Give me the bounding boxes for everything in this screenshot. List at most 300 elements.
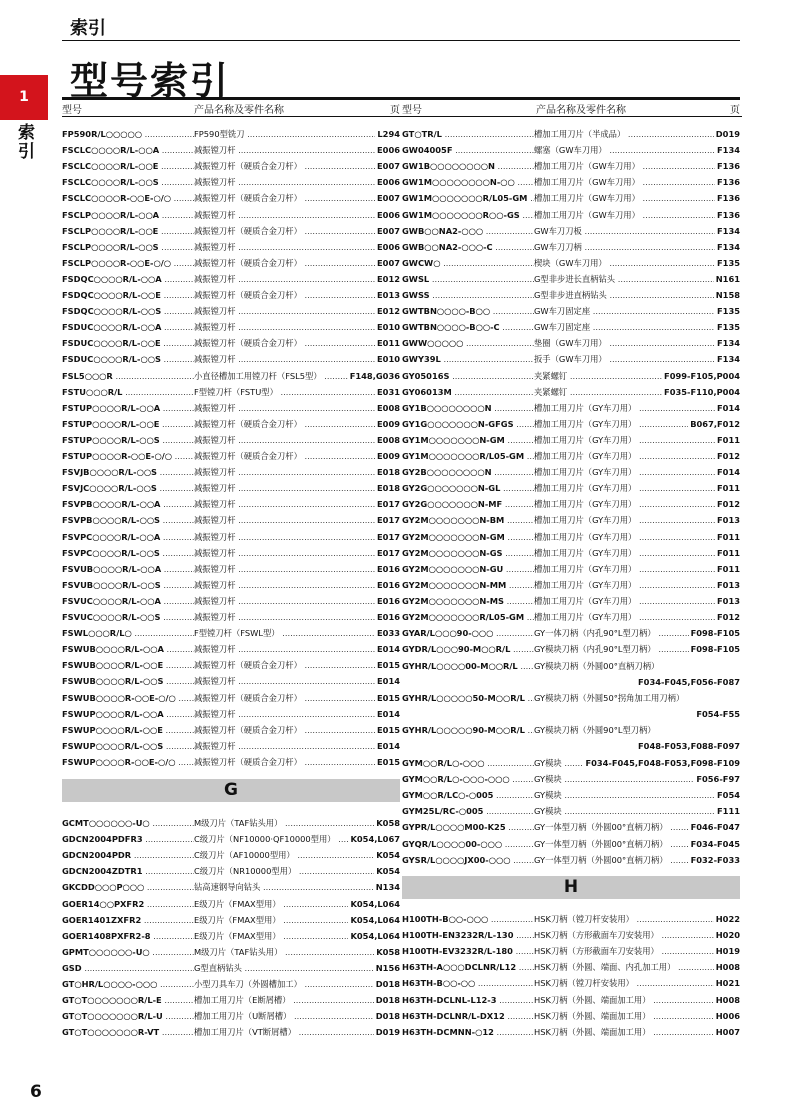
product-name: 槽加工用刀片（GY车刀用） ..... (534, 609, 730, 625)
index-row[interactable] (62, 545, 402, 561)
product-name: E级刀片（FMAX型用） ..... (194, 912, 390, 928)
model-code: FSWUP○○○○R/L-○○E ..... (62, 722, 194, 738)
index-row[interactable] (402, 271, 742, 287)
page-ref: F032-F033 (689, 852, 740, 868)
index-row[interactable] (402, 641, 742, 657)
index-row[interactable] (402, 975, 742, 991)
product-name: HSK刀柄（外圆、端面、内孔加工用） ..... (534, 959, 730, 975)
page-ref: F011 (715, 545, 740, 561)
column-header (402, 98, 742, 117)
model-code: FSL5○○○R ..... (62, 368, 194, 384)
index-row[interactable] (402, 803, 742, 819)
page-ref: F054-F55 (696, 709, 740, 719)
product-name: 减振镗刀杆 ..... (194, 271, 390, 287)
index-row[interactable] (62, 815, 402, 831)
index-row[interactable] (402, 561, 742, 577)
page-ref: F014 (715, 464, 740, 480)
chapter-tab-number[interactable]: 1 (0, 75, 48, 120)
index-row[interactable] (402, 852, 742, 868)
index-row[interactable] (62, 351, 402, 367)
index-row[interactable] (62, 593, 402, 609)
page-ref: E012 (375, 271, 400, 287)
product-name: GW车刀固定座 ..... (534, 319, 730, 335)
model-code: GWY39L ..... (402, 351, 534, 367)
page-ref: K054,L064 (348, 928, 400, 944)
model-code: GY2B○○○○○○○○N ..... (402, 464, 534, 480)
model-code: GYM○○R/L○-○○○ ..... (402, 755, 534, 771)
index-row[interactable] (402, 593, 742, 609)
product-name: 槽加工用刀片（GY车刀用） ..... (534, 416, 730, 432)
index-row[interactable] (402, 126, 742, 142)
index-row[interactable] (62, 190, 402, 206)
page-ref: E014 (375, 673, 400, 689)
page-ref: F011 (715, 480, 740, 496)
index-row[interactable] (402, 819, 742, 835)
model-code: GYM○○R/L○-○○○-○○○ ..... (402, 771, 534, 787)
header-model: 型号 (62, 105, 82, 116)
product-name: 减振镗刀杆（硬质合金刀杆） ..... (194, 190, 390, 206)
index-row[interactable] (62, 480, 402, 496)
product-name: 减振镗刀杆（硬质合金刀杆） ..... (194, 722, 390, 738)
model-code: GY1M○○○○○○○N-GM ..... (402, 432, 534, 448)
index-row[interactable] (62, 754, 402, 770)
page-ref: F134 (715, 335, 740, 351)
page-ref: F013 (715, 512, 740, 528)
index-row[interactable] (62, 641, 402, 657)
index-row[interactable] (402, 943, 742, 959)
index-row[interactable] (402, 190, 742, 206)
index-row[interactable] (402, 158, 742, 174)
product-name: 减振镗刀杆 ..... (194, 512, 390, 528)
page-ref: E013 (375, 287, 400, 303)
index-row[interactable] (62, 158, 402, 174)
header-page: 页 (390, 105, 400, 116)
model-code: FSCLP○○○○R/L-○○E ..... (62, 223, 194, 239)
product-name: HSK刀柄（镗刀杆安装用） ..... (534, 911, 730, 927)
model-code: GYQR/L○○○○00-○○○ ..... (402, 836, 534, 852)
model-code: GWW○○○○○ ..... (402, 335, 534, 351)
index-row[interactable] (402, 464, 742, 480)
product-name: 减振镗刀杆 ..... (194, 303, 390, 319)
index-row[interactable] (402, 690, 742, 706)
model-code: H100TH-EV3232R/L-180 ..... (402, 943, 534, 959)
index-row[interactable] (402, 142, 742, 158)
index-row[interactable] (402, 577, 742, 593)
page-ref: F013 (715, 577, 740, 593)
page-ref: B067,F012 (688, 416, 740, 432)
product-name: 减振镗刀杆 ..... (194, 400, 390, 416)
index-row[interactable] (62, 706, 402, 722)
model-code: GWB○○NA2-○○○-C ..... (402, 239, 534, 255)
model-code: GY2M○○○○○○○N-GU ..... (402, 561, 534, 577)
product-name: HSK刀柄（外圆、端面加工用） ..... (534, 992, 730, 1008)
product-name: 减振镗刀杆 ..... (194, 480, 390, 496)
page-ref: K058 (374, 815, 400, 831)
index-row[interactable] (402, 448, 742, 464)
index-row[interactable] (62, 319, 402, 335)
page-ref: E015 (375, 657, 400, 673)
model-code: FSWUB○○○○R/L-○○S ..... (62, 673, 194, 689)
model-code: GY05016S ..... (402, 368, 534, 384)
index-row[interactable] (402, 658, 742, 674)
page-ref: E006 (375, 239, 400, 255)
page-ref: K054 (374, 847, 400, 863)
index-row[interactable] (402, 335, 742, 351)
product-name: GY一体型刀柄（外圆00°直柄刀柄） ..... (534, 819, 730, 835)
product-name: 槽加工用刀片（VT断屑槽） ..... (194, 1024, 390, 1040)
product-name: G型非步进直柄钻头 ..... (534, 287, 730, 303)
index-row[interactable] (62, 928, 402, 944)
index-row[interactable] (62, 529, 402, 545)
index-row[interactable] (62, 287, 402, 303)
index-row[interactable] (62, 863, 402, 879)
page-ref: E014 (375, 706, 400, 722)
index-row[interactable] (62, 577, 402, 593)
index-row[interactable] (402, 992, 742, 1008)
page-ref: F034-F045 (689, 836, 740, 852)
product-name: GW车刀刀柄 ..... (534, 239, 730, 255)
index-row[interactable] (62, 126, 402, 142)
model-code: FSCLC○○○○R/L-○○E ..... (62, 158, 194, 174)
page-ref: F136 (715, 190, 740, 206)
page-ref: K054,L064 (348, 912, 400, 928)
index-row[interactable] (62, 464, 402, 480)
index-row[interactable] (402, 722, 742, 738)
product-name: HSK刀柄（方形截面车刀安装用） ..... (534, 943, 730, 959)
model-code: FSVUB○○○○R/L-○○S ..... (62, 577, 194, 593)
page-ref: E012 (375, 303, 400, 319)
product-name: 减振镗刀杆（硬质合金刀杆） ..... (194, 448, 390, 464)
product-name: FP590型铣刀 ..... (194, 126, 390, 142)
index-row[interactable] (62, 960, 402, 976)
index-row[interactable] (62, 223, 402, 239)
index-row[interactable] (62, 992, 402, 1008)
model-code: GYM25L/RC-○005 ..... (402, 803, 534, 819)
model-code: GY2M○○○○○○○N-MM ..... (402, 577, 534, 593)
product-name: 减振镗刀杆 ..... (194, 319, 390, 335)
model-code: FSVUB○○○○R/L-○○A ..... (62, 561, 194, 577)
index-row[interactable] (62, 944, 402, 960)
index-row[interactable] (402, 927, 742, 943)
product-name: GY模块 ..... (534, 803, 730, 819)
product-name: 槽加工用刀片（GW车刀用） ..... (534, 174, 730, 190)
model-code: FSCLC○○○○R-○○E-○/○ ..... (62, 190, 194, 206)
page-ref: F148,G036 (348, 368, 400, 384)
model-code: GDCN2004PDFR3 ..... (62, 831, 194, 847)
model-code: FSVPB○○○○R/L-○○S ..... (62, 512, 194, 528)
page-ref: F012 (715, 448, 740, 464)
page-ref: H019 (714, 943, 740, 959)
index-row[interactable] (62, 416, 402, 432)
index-row[interactable] (402, 512, 742, 528)
index-row[interactable] (402, 1008, 742, 1024)
index-row[interactable] (402, 625, 742, 641)
model-code: FSTUP○○○○R/L-○○S ..... (62, 432, 194, 448)
page-ref: N161 (714, 271, 740, 287)
product-name: 槽加工用刀片（GY车刀用） ..... (534, 593, 730, 609)
product-name: 槽加工用刀片（GY车刀用） ..... (534, 480, 730, 496)
index-row[interactable] (402, 1024, 742, 1040)
index-row[interactable] (402, 432, 742, 448)
page-ref: E009 (375, 416, 400, 432)
page-ref: F134 (715, 351, 740, 367)
model-code: GT○T○○○○○○○R/L-U ..... (62, 1008, 194, 1024)
page-ref: E006 (375, 142, 400, 158)
index-row[interactable] (402, 496, 742, 512)
index-row[interactable] (402, 303, 742, 319)
model-code: GW1M○○○○○○○○N-○○ ..... (402, 174, 534, 190)
product-name: 减振镗刀杆（硬质合金刀杆） ..... (194, 335, 390, 351)
page-ref: E015 (375, 722, 400, 738)
index-row[interactable] (62, 496, 402, 512)
product-name: 减振镗刀杆 ..... (194, 706, 390, 722)
product-name: F型镗刀杆（FSWL型） ..... (194, 625, 390, 641)
page-ref: F013 (715, 593, 740, 609)
model-code: GY2M○○○○○○○N-GS ..... (402, 545, 534, 561)
product-name: 减振镗刀杆 ..... (194, 351, 390, 367)
page-ref: E014 (375, 641, 400, 657)
header-name: 产品名称及零件名称 (536, 105, 626, 116)
model-code: FSTUP○○○○R/L-○○A ..... (62, 400, 194, 416)
page-ref: F011 (715, 432, 740, 448)
index-row[interactable] (402, 959, 742, 975)
index-row[interactable] (402, 174, 742, 190)
model-code: FSTUP○○○○R-○○E-○/○ ..... (62, 448, 194, 464)
index-row[interactable] (62, 722, 402, 738)
index-row[interactable] (62, 738, 402, 754)
model-code: GOER1408PXFR2-8 ..... (62, 928, 194, 944)
index-row[interactable] (62, 690, 402, 706)
index-row[interactable] (62, 657, 402, 673)
index-row[interactable] (62, 976, 402, 992)
product-name: C级刀片（NF10000·QF10000型用） ..... (194, 831, 390, 847)
index-row[interactable] (402, 207, 742, 223)
product-name: HSK刀柄（镗刀杆安装用） ..... (534, 975, 730, 991)
index-row[interactable] (62, 174, 402, 190)
product-name: GY一体型刀柄（外圆00°直柄刀柄） ..... (534, 836, 730, 852)
product-name: 钻高速钢导向钻头 ..... (194, 879, 390, 895)
index-row[interactable] (402, 255, 742, 271)
model-code: FSWUB○○○○R-○○E-○/○ ..... (62, 690, 194, 706)
model-code: GDCN2004PDR ..... (62, 847, 194, 863)
page-ref: E016 (375, 609, 400, 625)
model-code: FSWUB○○○○R/L-○○A ..... (62, 641, 194, 657)
product-name: 小型刀具车刀（外圆槽加工） ..... (194, 976, 390, 992)
model-code: GSD ..... (62, 960, 194, 976)
index-row[interactable] (62, 239, 402, 255)
index-row[interactable] (402, 223, 742, 239)
product-name: G型非步进长直柄钻头 ..... (534, 271, 730, 287)
model-code: GY2G○○○○○○○N-GL ..... (402, 480, 534, 496)
model-code: FSWUB○○○○R/L-○○E ..... (62, 657, 194, 673)
index-row[interactable] (62, 1008, 402, 1024)
section-header-h: H (402, 876, 740, 899)
page-ref: H006 (714, 1008, 740, 1024)
product-name: 减振镗刀杆（硬质合金刀杆） ..... (194, 223, 390, 239)
index-row[interactable] (62, 400, 402, 416)
product-name: 槽加工用刀片（E断屑槽） ..... (194, 992, 390, 1008)
product-name: 减振镗刀杆（硬质合金刀杆） ..... (194, 690, 390, 706)
index-row[interactable] (62, 609, 402, 625)
page-ref: E006 (375, 207, 400, 223)
product-name: 减振镗刀杆 ..... (194, 673, 390, 689)
product-name: C级刀片（AF10000型用） ..... (194, 847, 390, 863)
product-name: 夹紧螺钉 ..... (534, 368, 730, 384)
index-row[interactable] (402, 836, 742, 852)
index-row[interactable] (402, 368, 742, 384)
page-ref: F134 (715, 142, 740, 158)
index-row[interactable] (62, 1024, 402, 1040)
model-code: H100TH-EN3232R/L-130 ..... (402, 927, 534, 943)
index-row[interactable] (62, 303, 402, 319)
page-ref: E017 (375, 512, 400, 528)
page-ref: D018 (374, 992, 400, 1008)
index-row[interactable] (62, 512, 402, 528)
index-row[interactable] (62, 335, 402, 351)
model-code: GW1B○○○○○○○○N ..... (402, 158, 534, 174)
index-row[interactable] (62, 561, 402, 577)
model-code: GWSL ..... (402, 271, 534, 287)
page-ref: F098-F105 (689, 641, 740, 657)
product-name: 减振镗刀杆 ..... (194, 174, 390, 190)
index-row[interactable] (62, 255, 402, 271)
index-row[interactable] (402, 384, 742, 400)
page-ref: E011 (375, 335, 400, 351)
product-name: 槽加工用刀片（GY车刀用） ..... (534, 545, 730, 561)
section-header-g: G (62, 779, 400, 802)
model-code: FSVUC○○○○R/L-○○A ..... (62, 593, 194, 609)
index-row[interactable] (62, 271, 402, 287)
model-code: GY2M○○○○○○○N-BM ..... (402, 512, 534, 528)
model-code: FSDUC○○○○R/L-○○S ..... (62, 351, 194, 367)
product-name: 减振镗刀杆 ..... (194, 641, 390, 657)
page-ref: F099-F105,P004 (662, 368, 740, 384)
page-ref: F012 (715, 496, 740, 512)
index-row[interactable] (62, 625, 402, 641)
index-row[interactable] (62, 896, 402, 912)
model-code: GKCDD○○○P○○○ ..... (62, 879, 194, 895)
model-code: FSDUC○○○○R/L-○○A ..... (62, 319, 194, 335)
index-row[interactable] (402, 287, 742, 303)
product-name: E级刀片（FMAX型用） ..... (194, 928, 390, 944)
page-ref: E010 (375, 319, 400, 335)
product-name: 减振镗刀杆 ..... (194, 239, 390, 255)
product-name: M级刀片（TAF钻头用） ..... (194, 815, 390, 831)
page-ref: E016 (375, 593, 400, 609)
product-name: 槽加工用刀片（半成品） ..... (534, 126, 730, 142)
index-row[interactable] (402, 319, 742, 335)
page-ref: D019 (374, 1024, 400, 1040)
page-ref: K054,L064 (348, 896, 400, 912)
index-row[interactable] (402, 755, 742, 771)
page-ref: D019 (714, 126, 740, 142)
index-row[interactable] (62, 847, 402, 863)
page-ref: H021 (714, 975, 740, 991)
page-ref: E008 (375, 400, 400, 416)
index-row[interactable] (62, 207, 402, 223)
model-code: GW04005F ..... (402, 142, 534, 158)
model-code: GYDR/L○○○90-M○○R/L ..... (402, 641, 534, 657)
index-row[interactable] (62, 831, 402, 847)
page-ref: H020 (714, 927, 740, 943)
product-name: GY模块刀柄（内孔90°L型刀柄） ..... (534, 641, 730, 657)
model-code: GDCN2004ZDTR1 ..... (62, 863, 194, 879)
product-name: 减振镗刀杆 ..... (194, 561, 390, 577)
product-name: G型直柄钻头 ..... (194, 960, 390, 976)
index-row[interactable] (402, 609, 742, 625)
product-name: 夹紧螺钉 ..... (534, 384, 730, 400)
product-name: 减振镗刀杆 ..... (194, 577, 390, 593)
model-code: FSDQC○○○○R/L-○○E ..... (62, 287, 194, 303)
index-row[interactable] (402, 351, 742, 367)
index-row[interactable] (402, 529, 742, 545)
right-column (402, 98, 742, 1037)
model-code: GY1B○○○○○○○○N ..... (402, 400, 534, 416)
model-code: H63TH-B○○-○○ ..... (402, 975, 534, 991)
index-row[interactable] (402, 480, 742, 496)
page-ref: F054 (715, 787, 740, 803)
model-code: GY2M○○○○○○○N-GM ..... (402, 529, 534, 545)
left-column (62, 98, 402, 1038)
page-ref: F136 (715, 158, 740, 174)
index-row[interactable] (402, 416, 742, 432)
index-row[interactable] (62, 673, 402, 689)
product-name: HSK刀柄（方形截面车刀安装用） ..... (534, 927, 730, 943)
product-name: 槽加工用刀片（GY车刀用） ..... (534, 464, 730, 480)
index-row[interactable] (402, 400, 742, 416)
page-ref: H008 (714, 959, 740, 975)
page-ref: F011 (715, 561, 740, 577)
model-code: FSTU○○○R/L ..... (62, 384, 194, 400)
index-row[interactable] (402, 787, 742, 803)
index-row[interactable] (62, 912, 402, 928)
page-ref: E010 (375, 351, 400, 367)
product-name: 槽加工用刀片（GY车刀用） ..... (534, 448, 730, 464)
page-ref: F011 (715, 529, 740, 545)
index-row[interactable] (62, 142, 402, 158)
model-code: GWSS ..... (402, 287, 534, 303)
page-ref: E017 (375, 545, 400, 561)
product-name: GY一体型刀柄（外圆00°直柄刀柄） ..... (534, 852, 730, 868)
index-row[interactable] (62, 448, 402, 464)
product-name: 减振镗刀杆 ..... (194, 432, 390, 448)
model-code: GT○T○○○○○○○R/L-E ..... (62, 992, 194, 1008)
product-name: 槽加工用刀片（GW车刀用） ..... (534, 158, 730, 174)
index-row[interactable] (62, 432, 402, 448)
product-name: 槽加工用刀片（GW车刀用） ..... (534, 207, 730, 223)
model-code: FSDQC○○○○R/L-○○S ..... (62, 303, 194, 319)
page-ref: E007 (375, 255, 400, 271)
product-name: 减振镗刀杆 ..... (194, 529, 390, 545)
model-code: GT○T○○○○○○○R-VT ..... (62, 1024, 194, 1040)
page-ref: F098-F105 (689, 625, 740, 641)
model-code: FSCLP○○○○R/L-○○A ..... (62, 207, 194, 223)
index-row[interactable] (62, 879, 402, 895)
page-ref: K054,L067 (348, 831, 400, 847)
index-row[interactable] (62, 368, 402, 384)
product-name: GY模块刀柄（外圆00°直柄刀柄） (534, 661, 660, 671)
index-row[interactable] (402, 771, 742, 787)
index-row[interactable] (402, 545, 742, 561)
model-code: GY1G○○○○○○○N-GFGS ..... (402, 416, 534, 432)
index-row[interactable] (62, 384, 402, 400)
product-name: GY模块 ..... (534, 755, 730, 771)
header-page: 页 (730, 105, 740, 116)
model-code: GPMT○○○○○○-U○ ..... (62, 944, 194, 960)
product-name: 槽加工用刀片（GY车刀用） ..... (534, 512, 730, 528)
index-row[interactable] (402, 911, 742, 927)
index-row[interactable] (402, 239, 742, 255)
